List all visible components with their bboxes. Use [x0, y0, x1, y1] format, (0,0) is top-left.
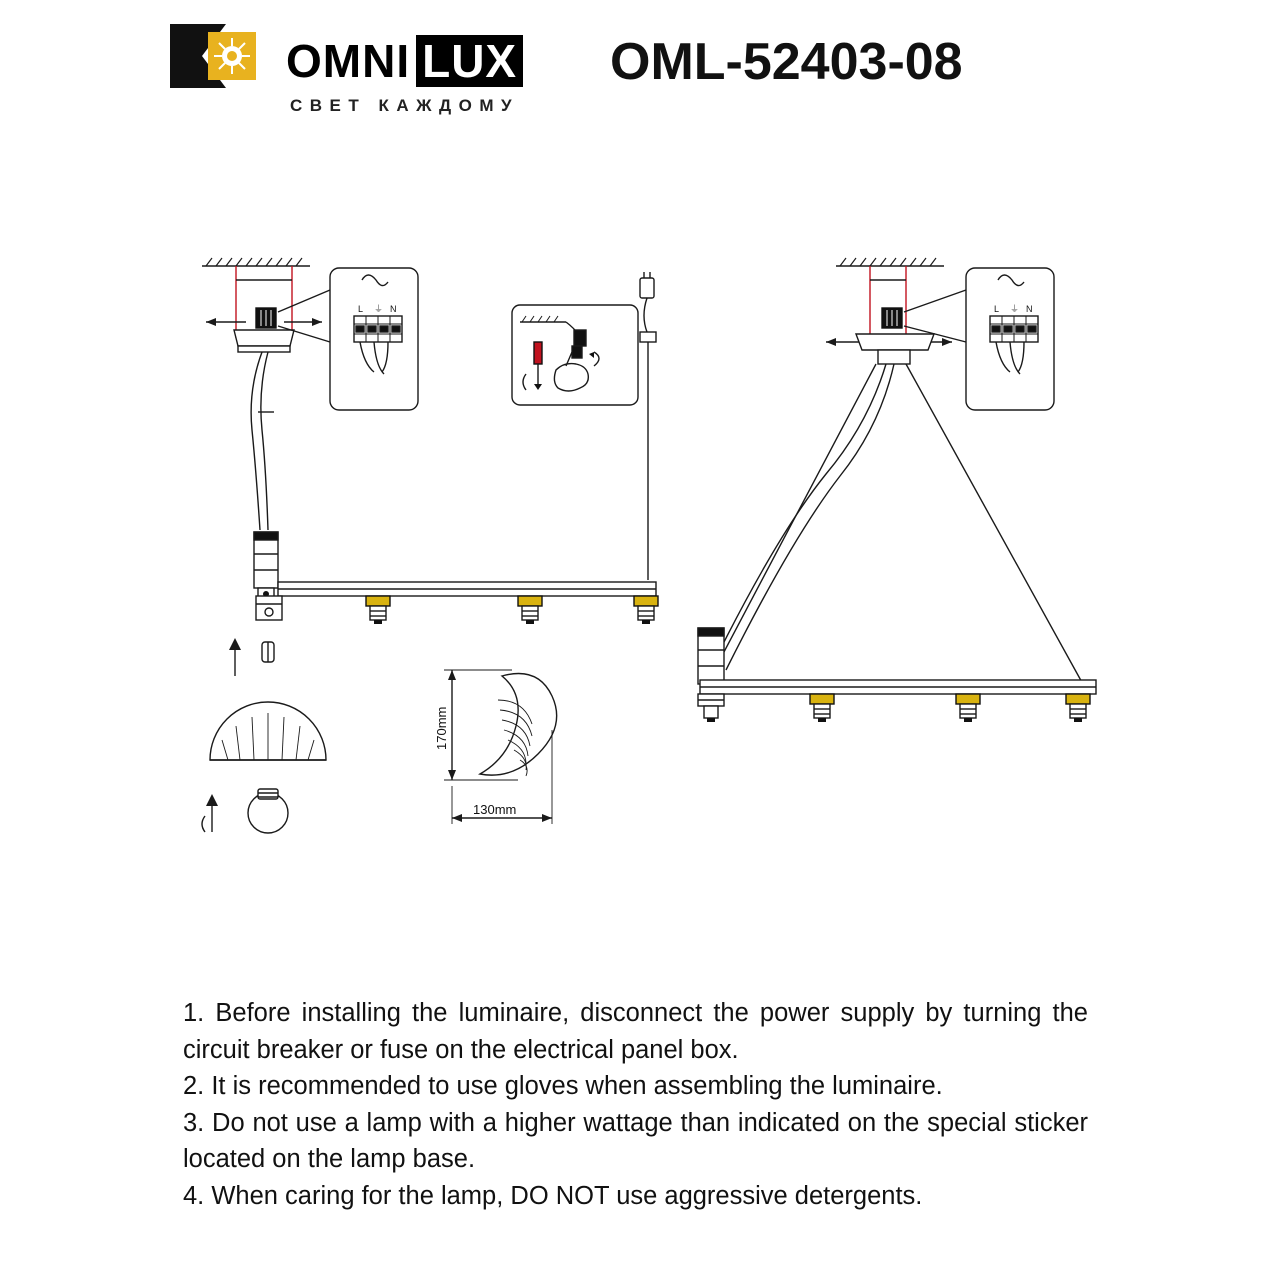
note-item-4: 4. When caring for the lamp, DO NOT use aggressive detergents. [183, 1181, 923, 1210]
installation-diagram [0, 130, 1280, 960]
brand-omni-text: OMNI [286, 35, 411, 87]
diagram-svg [0, 130, 1280, 960]
safety-notes [183, 995, 1088, 1214]
terminal-label-l2: L [994, 304, 1000, 314]
omnilux-logo-icon [168, 20, 278, 92]
brand-lux-text: LUX [416, 35, 523, 87]
terminal-label-l: L [358, 304, 364, 314]
middle-tool-detail-box [512, 305, 638, 405]
brand-wordmark [286, 35, 523, 87]
brand-logo [168, 20, 588, 115]
bulb-install-step [202, 789, 288, 833]
left-ceiling-mount [202, 258, 330, 352]
left-suspension-cable [251, 352, 274, 530]
right-suspension-wires [706, 364, 1084, 686]
terminal-label-n2: N [1026, 304, 1033, 314]
note-item-1: 1. Before installing the luminaire, disconnect the power supply by turning the circuit breaker or fuse on the electrical panel box. [183, 999, 1088, 1064]
right-driver-box [698, 628, 724, 684]
left-wiring-detail-box [330, 268, 418, 410]
right-light-bar [700, 680, 1096, 694]
product-model-code: OML-52403-08 [610, 33, 963, 91]
page-header [0, 0, 1280, 130]
left-driver-box [254, 532, 278, 600]
ground-symbol-icon: ⏚ [374, 304, 384, 314]
shade-dimensions [434, 670, 557, 824]
shade-install-step [210, 638, 326, 760]
right-wiring-detail-box [966, 268, 1054, 410]
note-item-2: 2. It is recommended to use gloves when assembling the luminaire. [183, 1072, 943, 1100]
right-lamp-sockets [698, 694, 1090, 722]
brand-tagline: СВЕТ КАЖДОМУ [290, 96, 520, 115]
dimension-width-label: 130mm [473, 802, 517, 817]
ground-symbol-icon-2: ⏚ [1010, 304, 1020, 314]
left-lamp-sockets [256, 596, 658, 624]
note-item-3: 3. Do not use a lamp with a higher wattage than indicated on the special sticker located on the lamp base. [183, 1108, 1088, 1173]
left-light-bar [278, 582, 656, 596]
dimension-height-label: 170mm [434, 706, 449, 750]
terminal-label-n: N [390, 304, 397, 314]
plug-cable-icon [640, 272, 656, 580]
right-ceiling-mount [826, 258, 966, 364]
